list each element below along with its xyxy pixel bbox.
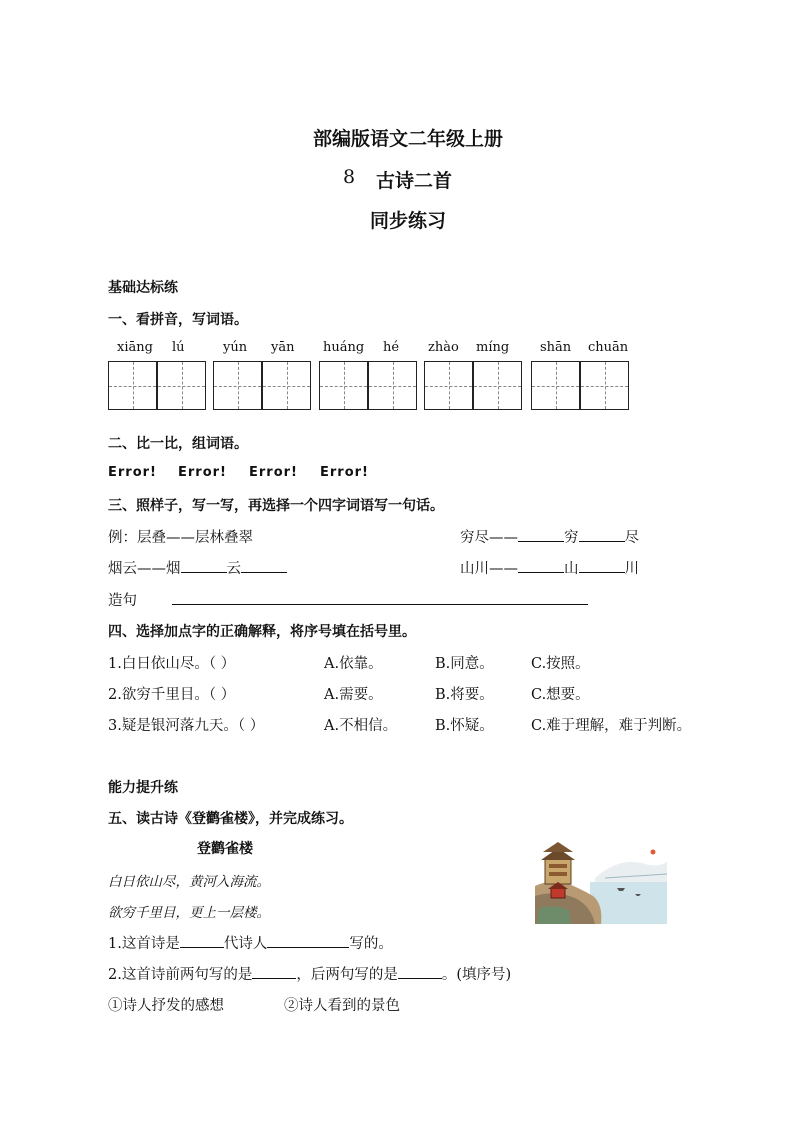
sub1-text-a: 1.这首诗是	[108, 936, 180, 952]
pinyin-label: yún	[223, 340, 248, 355]
q4-question: 2.欲穷千里目。（ ）	[108, 687, 236, 703]
writing-grid-box[interactable]	[108, 361, 157, 410]
item-char: 云	[226, 561, 241, 577]
item-prefix: 穷尽——	[460, 530, 518, 546]
q5-option-2: ②诗人看到的景色	[284, 998, 400, 1014]
pinyin-label: chuān	[588, 340, 629, 355]
poem-line: 欲穷千里目，更上一层楼。	[108, 905, 270, 921]
lesson-name: 古诗二首	[376, 170, 453, 192]
pinyin-label: lú	[172, 340, 185, 355]
sub2-text-b: ，后两句写的是	[296, 967, 398, 983]
writing-grid-box[interactable]	[368, 361, 417, 410]
error-field: Error!	[249, 465, 298, 480]
sub2-text-a: 2.这首诗前两句写的是	[108, 967, 253, 983]
q4-option-c: C.按照。	[531, 656, 590, 672]
q4-option-c: C.难于理解，难于判断。	[531, 718, 692, 734]
answer-blank[interactable]	[518, 526, 564, 542]
pinyin-label: míng	[476, 340, 510, 355]
answer-blank[interactable]	[181, 557, 227, 573]
sub1-text-c: 写的。	[349, 936, 393, 952]
answer-blank[interactable]	[241, 557, 287, 573]
q5-sub2	[108, 963, 511, 984]
sub1-text-b: 代诗人	[223, 936, 268, 952]
pinyin-label: shān	[540, 340, 572, 355]
writing-grid-box[interactable]	[473, 361, 522, 410]
poem-title: 登鹳雀楼	[197, 841, 253, 857]
answer-blank[interactable]	[398, 963, 442, 979]
question-4-title: 四、选择加点字的正确解释，将序号填在括号里。	[108, 624, 416, 640]
question-5-title: 五、读古诗《登鹳雀楼》，并完成练习。	[108, 811, 353, 827]
pinyin-label: hé	[383, 340, 400, 355]
q5-sub1	[108, 932, 393, 953]
q4-option-a: A.需要。	[324, 687, 383, 703]
q4-option-b: B.同意。	[435, 656, 494, 672]
q4-option-a: A.依靠。	[324, 656, 383, 672]
page-subtitle: 同步练习	[370, 210, 447, 232]
q4-option-a: A.不相信。	[324, 718, 398, 734]
pinyin-label: huáng	[323, 340, 365, 355]
pinyin-label: zhào	[428, 340, 459, 355]
answer-blank[interactable]	[267, 932, 349, 948]
writing-grid-box[interactable]	[580, 361, 629, 410]
writing-grid-box[interactable]	[157, 361, 206, 410]
item-prefix: 山川——	[460, 561, 518, 577]
error-field: Error!	[320, 465, 369, 480]
q3-item-shanchuan	[460, 557, 639, 578]
writing-grid-box[interactable]	[424, 361, 473, 410]
answer-blank[interactable]	[579, 557, 625, 573]
section-basic: 基础达标练	[108, 280, 178, 296]
writing-grid-box[interactable]	[213, 361, 262, 410]
q4-question: 1.白日依山尽。（ ）	[108, 656, 236, 672]
question-1-title: 一、看拼音，写词语。	[108, 312, 248, 328]
q4-option-b: B.怀疑。	[435, 718, 494, 734]
item-prefix: 烟云——烟	[108, 561, 181, 577]
page-title: 部编版语文二年级上册	[313, 128, 504, 150]
section-advanced: 能力提升练	[108, 780, 178, 796]
error-field: Error!	[178, 465, 227, 480]
sentence-answer-line[interactable]	[172, 604, 588, 605]
q4-option-c: C.想要。	[531, 687, 590, 703]
q3-item-yanyun	[108, 557, 287, 578]
writing-grid-box[interactable]	[262, 361, 311, 410]
sub2-text-c: 。(填序号)	[441, 967, 512, 983]
pinyin-label: xiāng	[117, 340, 153, 355]
tower-illustration	[535, 838, 667, 924]
answer-blank[interactable]	[252, 963, 296, 979]
item-char: 尽	[624, 530, 639, 546]
answer-blank[interactable]	[180, 932, 224, 948]
pinyin-label: yān	[271, 340, 295, 355]
question-3-title: 三、照样子，写一写，再选择一个四字词语写一句话。	[108, 498, 444, 514]
writing-grid-box[interactable]	[531, 361, 580, 410]
item-char: 穷	[564, 530, 579, 546]
q3-item-qiongjin	[460, 526, 639, 547]
question-2-title: 二、比一比，组词语。	[108, 436, 248, 452]
poem-line: 白日依山尽，黄河入海流。	[108, 874, 270, 890]
sentence-label: 造句	[108, 593, 137, 609]
q5-option-1: ①诗人抒发的感想	[108, 998, 224, 1014]
q4-question: 3.疑是银河落九天。（ ）	[108, 718, 265, 734]
lesson-number: 8	[343, 166, 356, 188]
item-char: 川	[624, 561, 639, 577]
answer-blank[interactable]	[518, 557, 564, 573]
error-field: Error!	[108, 465, 157, 480]
answer-blank[interactable]	[579, 526, 625, 542]
writing-grid-box[interactable]	[319, 361, 368, 410]
item-char: 山	[564, 561, 579, 577]
example-text: 例：层叠——层林叠翠	[108, 530, 253, 546]
q4-option-b: B.将要。	[435, 687, 494, 703]
